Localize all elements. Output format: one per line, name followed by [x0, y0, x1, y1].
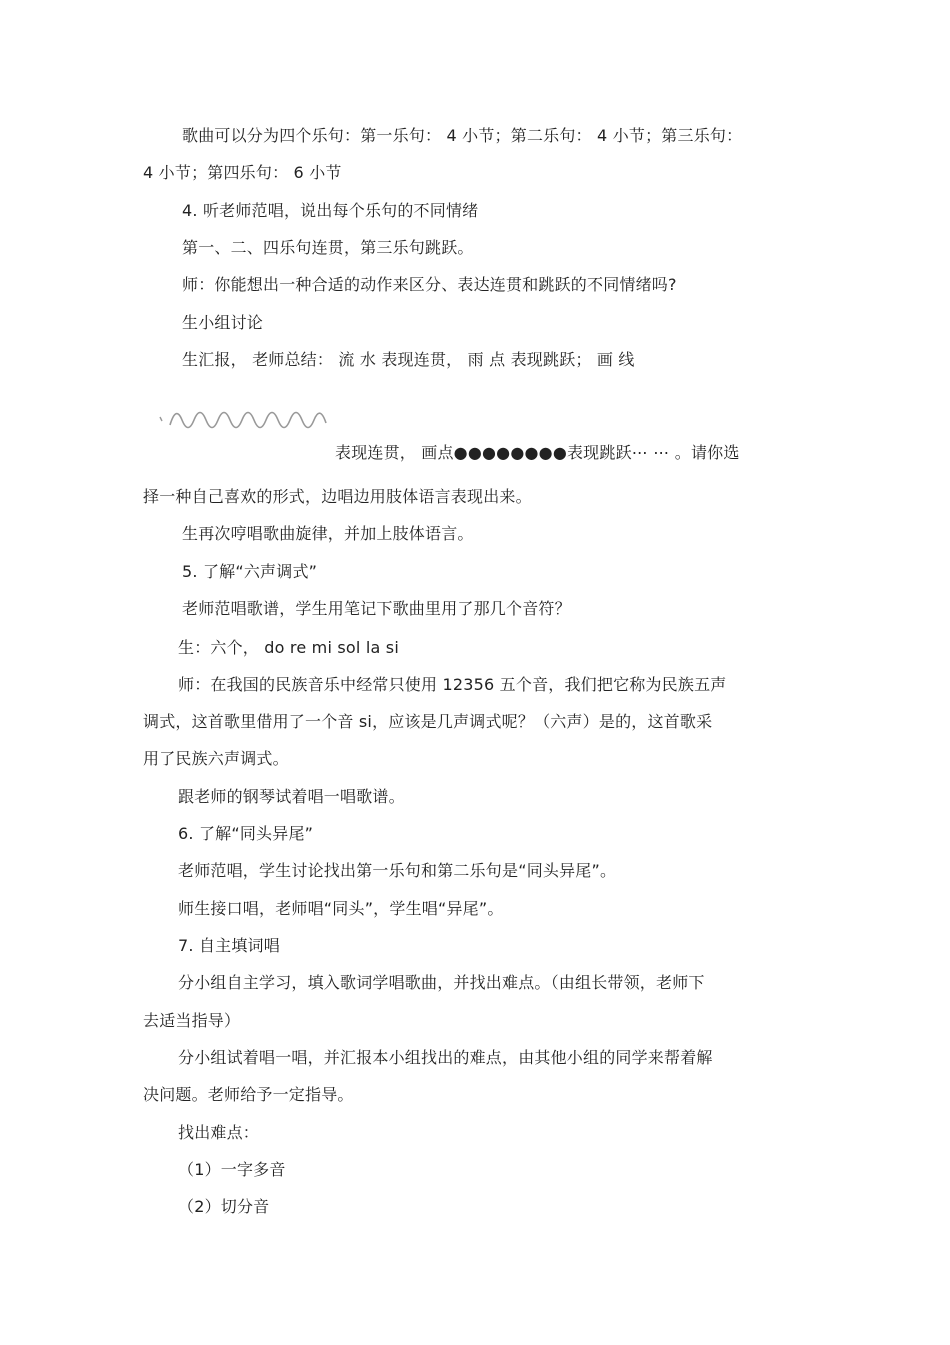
section-heading-7: 7. 自主填词唱 [178, 936, 280, 955]
text-line-6: 生小组讨论 [182, 313, 264, 332]
text-line-23: 去适当指导） [143, 1011, 241, 1030]
text-line-20: 师生接口唱，老师唱“同头”，学生唱“异尾”。 [178, 899, 504, 918]
text-line-9: 择一种自己喜欢的形式，边唱边用肢体语言表现出来。 [143, 487, 532, 506]
section-heading-5: 5. 了解“六声调式” [182, 562, 318, 581]
text-line-4: 第一、二、四乐句连贯，第三乐句跳跃。 [182, 238, 474, 257]
text-line-8: 表现连贯， 画点●●●●●●●●表现跳跃⋯ ⋯ 。请你选 [335, 443, 740, 462]
text-line-22: 分小组自主学习，填入歌词学唱歌曲，并找出难点。（由组长带领，老师下 [178, 973, 705, 992]
text-line-19: 老师范唱，学生讨论找出第一乐句和第二乐句是“同头异尾”。 [178, 861, 617, 880]
text-line-10: 生再次哼唱歌曲旋律，并加上肢体语言。 [182, 524, 474, 543]
text-line-25: 决问题。老师给予一定指导。 [143, 1085, 354, 1104]
text-line-7: 生汇报， 老师总结： 流 水 表现连贯， 雨 点 表现跳跃； 画 线 [182, 350, 635, 369]
text-line-17: 跟老师的钢琴试着唱一唱歌谱。 [178, 787, 405, 806]
wavy-line-icon [158, 405, 330, 435]
text-line-15: 调式，这首歌里借用了一个音 si，应该是几声调式呢？（六声）是的，这首歌采 [143, 712, 713, 731]
text-line-3: 4. 听老师范唱，说出每个乐句的不同情绪 [182, 201, 479, 220]
list-item-1: （1）一字多音 [178, 1160, 286, 1179]
text-line-24: 分小组试着唱一唱，并汇报本小组找出的难点，由其他小组的同学来帮着解 [178, 1048, 713, 1067]
text-line-26: 找出难点： [178, 1123, 260, 1142]
text-line-16: 用了民族六声调式。 [143, 749, 289, 768]
text-line-2: 4 小节；第四乐句： 6 小节 [143, 163, 342, 182]
text-line-13: 生：六个， do re mi sol la si [178, 638, 399, 657]
text-line-14: 师：在我国的民族音乐中经常只使用 12356 五个音，我们把它称为民族五声 [178, 675, 727, 694]
list-item-2: （2）切分音 [178, 1197, 270, 1216]
text-line-5: 师：你能想出一种合适的动作来区分、表达连贯和跳跃的不同情绪吗? [182, 275, 677, 294]
text-line-1: 歌曲可以分为四个乐句：第一乐句： 4 小节；第二乐句： 4 小节；第三乐句： [182, 126, 743, 145]
text-line-12: 老师范唱歌谱，学生用笔记下歌曲里用了那几个音符？ [182, 599, 571, 618]
section-heading-6: 6. 了解“同头异尾” [178, 824, 314, 843]
